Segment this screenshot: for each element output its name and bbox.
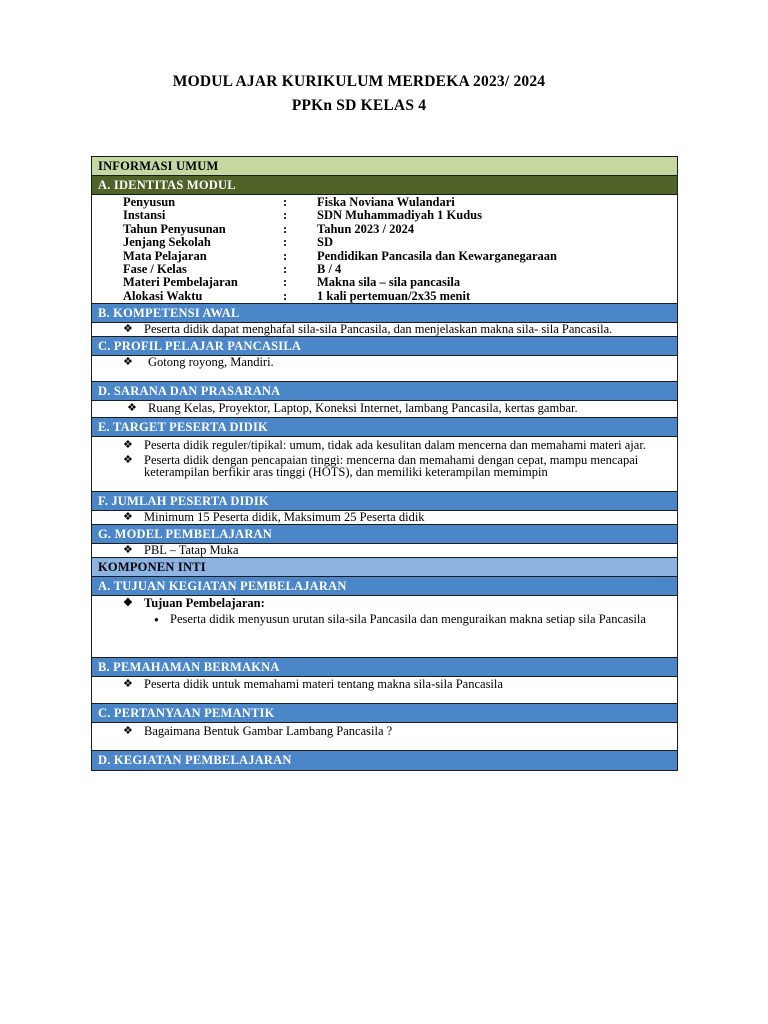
list-item (92, 402, 677, 415)
info-row-jenjang (92, 236, 677, 249)
section-komponen-inti: KOMPONEN INTI (92, 558, 677, 577)
info-colon: : (283, 288, 288, 303)
list-item (92, 439, 677, 452)
info-value: 1 kali pertemuan/2x35 menit (317, 288, 471, 303)
section-jumlah-peserta: F. JUMLAH PESERTA DIDIK (92, 492, 677, 511)
section-identitas-modul: A. IDENTITAS MODUL (92, 176, 677, 195)
info-row-tahun (92, 223, 677, 236)
section-target-peserta: E. TARGET PESERTA DIDIK (92, 418, 677, 437)
list-item-text: Peserta didik dapat menghafal sila-sila Pancasila, dan menjelaskan makna sila- sila Pancasila. (144, 322, 613, 336)
info-value: Tahun 2023 / 2024 (317, 221, 415, 236)
list-item (92, 597, 677, 610)
info-row-instansi (92, 209, 677, 222)
model-content (92, 544, 677, 558)
section-pemahaman-bermakna: B. PEMAHAMAN BERMAKNA (92, 658, 677, 677)
list-item-text: Peserta didik untuk memahami materi tentang makna sila-sila Pancasila (144, 677, 503, 691)
section-sarana-prasarana: D. SARANA DAN PRASARANA (92, 382, 677, 401)
module-table (91, 156, 678, 771)
info-colon: : (283, 261, 288, 276)
section-kegiatan-pembelajaran: D. KEGIATAN PEMBELAJARAN (92, 751, 677, 770)
info-row-alokasi (92, 290, 677, 303)
bullet-icon: ❖ (123, 511, 133, 523)
list-item (92, 323, 677, 336)
info-label: Instansi (123, 208, 166, 223)
profil-content (92, 356, 677, 382)
list-item-text: Ruang Kelas, Proyektor, Laptop, Koneksi Internet, lambang Pancasila, kertas gambar. (148, 401, 578, 415)
list-item-text: Peserta didik dengan pencapaian tinggi: mencerna dan memahami dengan cepat, mampu mencapai keterampilan berfikir aras tinggi (HOTS), dan memiliki keterampilan memimpin (144, 452, 639, 479)
list-item (92, 356, 677, 369)
info-value: Pendidikan Pancasila dan Kewarganegaraan (317, 248, 557, 263)
info-row-fase (92, 263, 677, 276)
info-row-mapel (92, 250, 677, 263)
info-label: Penyusun (123, 195, 176, 209)
sarana-content (92, 401, 677, 418)
dot-bullet-icon: ● (154, 614, 159, 624)
bullet-icon: ❖ (123, 597, 133, 609)
tujuan-content (92, 596, 677, 658)
info-label: Mata Pelajaran (123, 248, 207, 263)
list-item-text: Peserta didik reguler/tipikal: umum, tidak ada kesulitan dalam mencerna dan memahami materi ajar. (144, 438, 646, 452)
bullet-icon: ❖ (123, 725, 133, 737)
info-colon: : (283, 275, 288, 290)
kompetensi-content (92, 323, 677, 337)
info-value: Fiska Noviana Wulandari (317, 195, 455, 209)
info-label: Materi Pembelajaran (123, 275, 238, 290)
info-value: SD (317, 235, 333, 250)
list-item (92, 544, 677, 557)
bullet-icon: ❖ (123, 453, 133, 466)
bullet-icon: ❖ (123, 323, 133, 335)
list-item (92, 613, 677, 626)
list-item-text: Minimum 15 Peserta didik, Maksimum 25 Peserta didik (144, 510, 425, 524)
bullet-icon: ❖ (123, 356, 133, 368)
info-label: Tahun Penyusunan (123, 221, 226, 236)
info-row-penyusun (92, 196, 677, 209)
info-label: Fase / Kelas (123, 261, 187, 276)
list-item (92, 454, 677, 479)
info-label: Jenjang Sekolah (123, 235, 211, 250)
list-item (92, 511, 677, 524)
section-informasi-umum: INFORMASI UMUM (92, 157, 677, 176)
target-content (92, 437, 677, 492)
info-value: Makna sila – sila pancasila (317, 275, 461, 290)
list-item (92, 725, 677, 738)
bullet-icon: ❖ (127, 402, 137, 414)
pertanyaan-content (92, 723, 677, 751)
bullet-icon: ❖ (123, 678, 133, 690)
document-title: MODUL AJAR KURIKULUM MERDEKA 2023/ 2024 (172, 73, 546, 90)
document-subtitle: PPKn SD KELAS 4 (291, 97, 427, 114)
info-value: SDN Muhammadiyah 1 Kudus (317, 208, 482, 223)
bullet-icon: ❖ (123, 544, 133, 556)
info-value: B / 4 (317, 261, 342, 276)
info-colon: : (283, 248, 288, 263)
list-item-text: Peserta didik menyusun urutan sila-sila Pancasila dan menguraikan makna setiap sila Pancasila (170, 611, 646, 626)
pemahaman-content (92, 677, 677, 704)
info-colon: : (283, 208, 288, 223)
list-item (92, 678, 677, 691)
list-item-text: Gotong royong, Mandiri. (148, 355, 274, 369)
tujuan-subheading: Tujuan Pembelajaran: (144, 596, 265, 610)
section-kompetensi-awal: B. KOMPETENSI AWAL (92, 304, 677, 323)
section-profil-pelajar: C. PROFIL PELAJAR PANCASILA (92, 337, 677, 356)
identitas-modul-content (92, 195, 677, 304)
info-colon: : (283, 221, 288, 236)
bullet-icon: ❖ (123, 439, 133, 451)
info-label: Alokasi Waktu (123, 288, 203, 303)
section-pertanyaan-pemantik: C. PERTANYAAN PEMANTIK (92, 704, 677, 723)
jumlah-content (92, 511, 677, 525)
list-item-text: PBL – Tatap Muka (144, 543, 239, 557)
list-item-text: Bagaimana Bentuk Gambar Lambang Pancasila ? (144, 724, 393, 738)
info-colon: : (283, 195, 288, 209)
info-row-materi (92, 276, 677, 289)
section-tujuan-kegiatan: A. TUJUAN KEGIATAN PEMBELAJARAN (92, 577, 677, 596)
info-colon: : (283, 235, 288, 250)
section-model-pembelajaran: G. MODEL PEMBELAJARAN (92, 525, 677, 544)
